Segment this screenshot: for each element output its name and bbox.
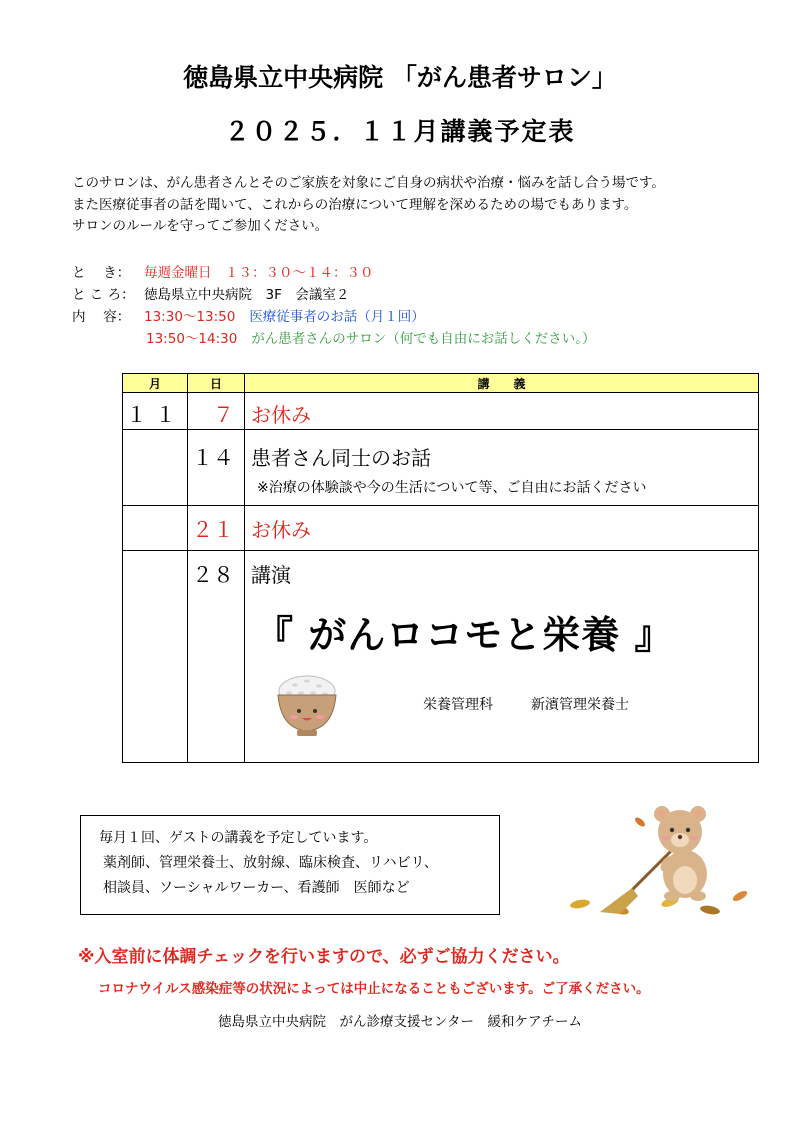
speaker-info <box>423 694 629 714</box>
info-block <box>72 262 596 350</box>
lecture-title: お休み <box>251 518 311 542</box>
page-subtitle: ２０２５．１１月講義予定表 <box>224 117 576 146</box>
page-title: 徳島県立中央病院 「がん患者サロン」 <box>183 63 617 92</box>
speaker-name: 新濱管理栄養士 <box>531 697 629 713</box>
day-cell: ２１ <box>188 506 245 551</box>
lecture-main-title: 『 がんロコモと栄養 』 <box>255 613 674 657</box>
when-value: 毎週金曜日 １３：３０～１４：３０ <box>144 265 374 281</box>
content-label: 内 容： <box>72 309 131 325</box>
lecture-title: 患者さん同士のお話 <box>251 446 431 470</box>
content2-text: がん患者さんのサロン（何でも自由にお話しください。） <box>251 331 596 347</box>
table-row <box>123 506 759 551</box>
table-header-row <box>123 374 759 393</box>
month-cell <box>123 506 188 551</box>
guest-line: 相談員、ソーシャルワーカー、看護師 医師など <box>103 880 410 896</box>
lecture-cell <box>245 430 759 506</box>
col-lecture-header: 講 義 <box>245 374 759 393</box>
table-row <box>123 551 759 763</box>
intro-text <box>72 173 665 238</box>
warning-health-check: ※入室前に体調チェックを行いますので、必ずご協力ください。 <box>78 947 570 967</box>
day-cell: ２８ <box>188 551 245 763</box>
lecture-cell <box>245 506 759 551</box>
col-month-header: 月 <box>123 374 188 393</box>
schedule-table <box>122 373 759 763</box>
guest-line: 毎月１回、ゲストの講義を予定しています。 <box>99 830 378 846</box>
content1-time: 13:30～13:50 <box>144 309 236 325</box>
col-day-header: 日 <box>188 374 245 393</box>
intro-line: サロンのルールを守ってご参加ください。 <box>72 218 329 234</box>
intro-line: また医療従事者の話を聞いて、これからの治療について理解を深めるための場でもあります。 <box>72 196 638 213</box>
intro-line: このサロンは、がん患者さんとそのご家族を対象にご自身の病状や治療・悩みを話し合う場です。 <box>72 175 665 191</box>
footer-organization: 徳島県立中央病院 がん診療支援センター 緩和ケアチーム <box>218 1014 582 1030</box>
month-cell: １１ <box>123 393 188 430</box>
lecture-cell <box>245 551 759 763</box>
guest-line: 薬剤師、管理栄養士、放射線、臨床検査、リハビリ、 <box>103 855 438 871</box>
warning-cancellation: コロナウイルス感染症等の状況によっては中止になることもございます。ご了承ください。 <box>98 981 650 997</box>
month-cell <box>123 430 188 506</box>
month-cell <box>123 551 188 763</box>
where-label: と こ ろ： <box>72 287 135 303</box>
info-content-2 <box>72 328 596 350</box>
when-label: と き： <box>72 265 131 281</box>
day-cell: ７ <box>188 393 245 430</box>
day-cell: １４ <box>188 430 245 506</box>
lecture-note: ※治療の体験談や今の生活について等、ご自由にお話ください <box>257 480 647 496</box>
lecture-title: 講演 <box>251 563 291 587</box>
info-content-1 <box>72 306 596 328</box>
table-row <box>123 393 759 430</box>
info-where <box>72 284 596 306</box>
rice-bowl-illustration <box>275 671 339 745</box>
bear-sweeping-leaves-illustration <box>560 792 760 926</box>
content1-text: 医療従事者のお話（月１回） <box>249 309 425 325</box>
content2-time: 13:50～14:30 <box>146 331 238 347</box>
lecture-cell <box>245 393 759 430</box>
table-row <box>123 430 759 506</box>
speaker-dept: 栄養管理科 <box>423 697 493 713</box>
where-value: 徳島県立中央病院 3F 会議室２ <box>144 287 350 303</box>
guest-info-box <box>80 815 500 915</box>
lecture-title: お休み <box>251 403 311 427</box>
info-when <box>72 262 596 284</box>
